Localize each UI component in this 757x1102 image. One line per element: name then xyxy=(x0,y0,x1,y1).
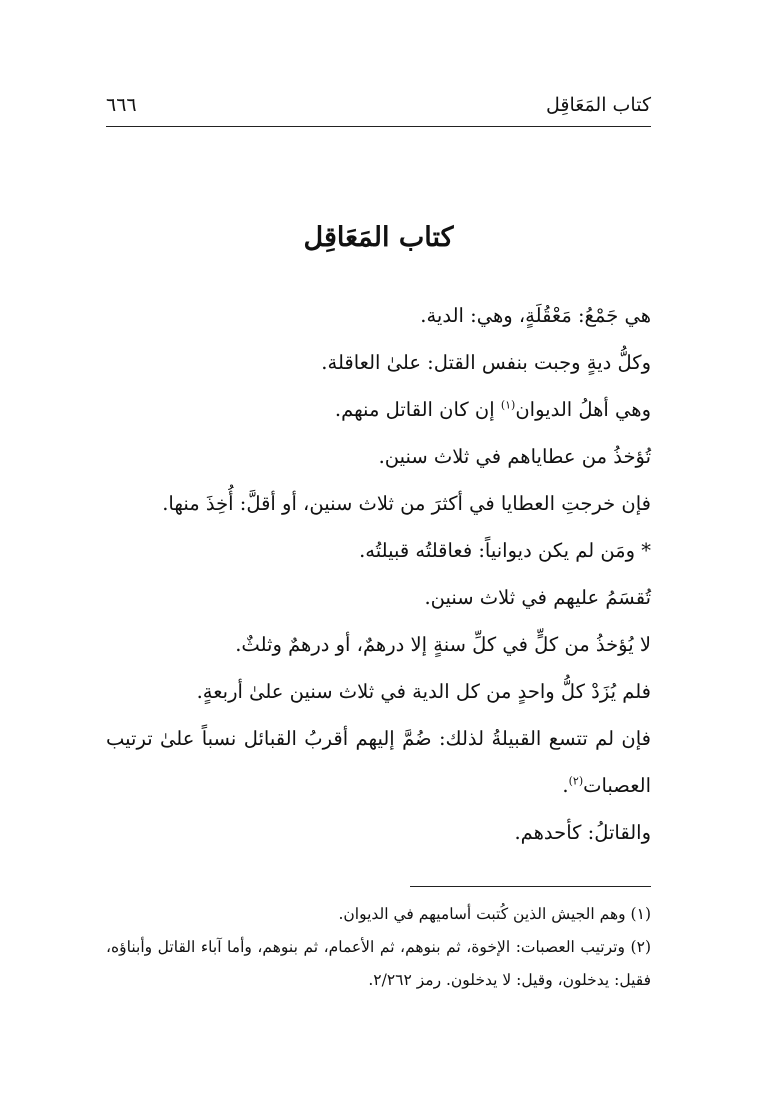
paragraph xyxy=(106,715,651,809)
body-text xyxy=(106,292,651,856)
paragraph-text: فإن لم تتسع القبيلةُ لذلك: ضُمَّ إليهم أقربُ القبائل نسباً علىٰ ترتيب العصبات xyxy=(106,727,651,797)
footnote-reference[interactable]: (٢) xyxy=(568,774,584,788)
footnote-marker: (١) xyxy=(630,905,651,923)
paragraph xyxy=(106,386,651,433)
footnote-marker: (٢) xyxy=(630,938,651,956)
paragraph: فلم يُزَدْ كلُّ واحدٍ من كل الدية في ثلاث سنين علىٰ أربعةٍ. xyxy=(196,680,651,703)
paragraph: وكلُّ ديةٍ وجبت بنفس القتل: علىٰ العاقلة. xyxy=(321,351,651,374)
paragraph: هي جَمْعُ: مَعْقُلَةٍ، وهي: الدية. xyxy=(420,304,651,327)
paragraph: والقاتلُ: كأحدهم. xyxy=(514,821,651,844)
footnote xyxy=(106,931,651,997)
paragraph: لا يُؤخذُ من كلٍّ في كلِّ سنةٍ إلا درهمٌ، أو درهمٌ وثلثٌ. xyxy=(235,633,651,656)
running-header xyxy=(106,92,651,127)
footnote xyxy=(106,898,651,931)
paragraph-text: . xyxy=(562,774,569,797)
page-number: ٦٦٦ xyxy=(106,94,137,116)
paragraph: فإن خرجتِ العطايا في أكثرَ من ثلاث سنين، أو أقلَّ: أُخِذَ منها. xyxy=(162,492,651,515)
footnote-reference[interactable]: (١) xyxy=(500,398,516,412)
footnotes xyxy=(106,898,651,997)
chapter-title: كتاب المَعَاقِل xyxy=(303,222,454,253)
paragraph: تُؤخذُ من عطاياهم في ثلاث سنين. xyxy=(378,445,651,468)
paragraph-text: إن كان القاتل منهم. xyxy=(334,398,501,421)
paragraph-text: وهي أهلُ الديوان xyxy=(515,398,651,421)
running-title: كتاب المَعَاقِل xyxy=(546,94,651,116)
paragraph: * ومَن لم يكن ديوانياً: فعاقلتُه قبيلتُه. xyxy=(359,539,651,562)
paragraph: تُقسَمُ عليهم في ثلاث سنين. xyxy=(424,586,651,609)
footnote-text: وترتيب العصبات: الإخوة، ثم بنوهم، ثم الأعمام، ثم بنوهم، وأما آباء القاتل وأبناؤه، فقيل: يدخلون، وقيل: لا يدخلون. رمز ٢/٢٦٢. xyxy=(106,938,651,989)
footnote-text: وهم الجيش الذين كُتبت أساميهم في الديوان. xyxy=(338,905,626,923)
